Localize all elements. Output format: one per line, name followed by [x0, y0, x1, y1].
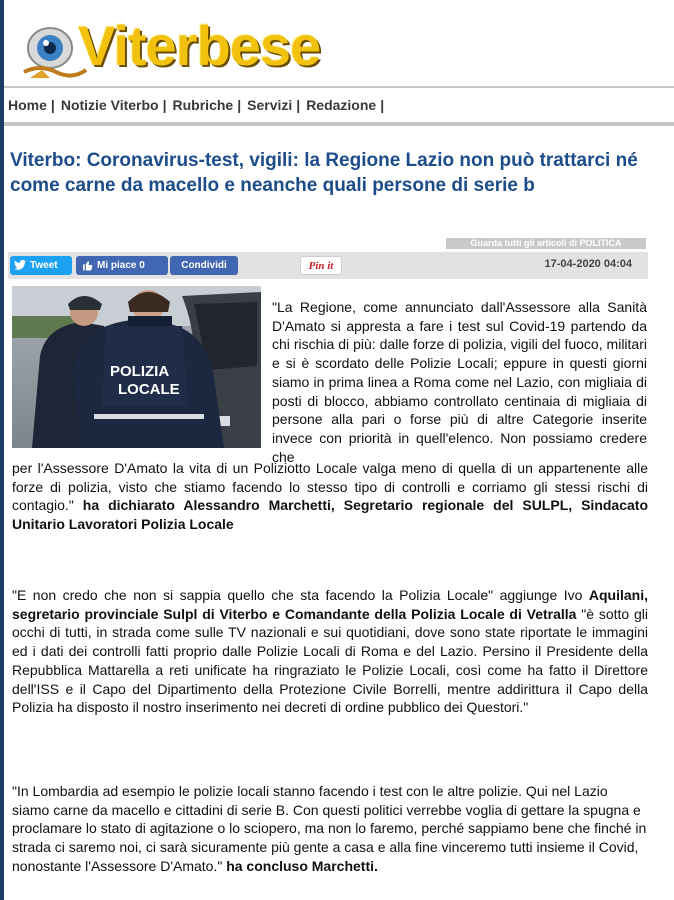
quote-text: "è sotto gli occhi di tutti, in strada come sulle TV nazionali e sui quotidiani, dove sono state riportate le immagini ed i dati dei controlli fatti proprio dalle Polizie Locali di Roma e del Lazio. Persino il Presidente della Repubblica Mattarella a reti unificate ha ringraziato le Polizie Locali, così come ha fatto il Direttore dell'ISS e il Capo del Dipartimento della Protezione Civile Borrelli, mentre addirittura il Capo della Polizia ha disposto il nostro inserimento nei decreti di ordine pubblico dei Questori.": [12, 605, 648, 716]
tweet-button[interactable]: [10, 256, 72, 275]
attribution-text: ha dichiarato Alessandro Marchetti, Segretario regionale del SULPL, Sindacato Unitario Lavoratori Polizia Locale: [12, 497, 648, 533]
nav-item-servizi[interactable]: Servizi: [247, 97, 293, 113]
police-officers-photo: [12, 286, 261, 448]
pinterest-button[interactable]: Pin it: [300, 256, 342, 275]
article-paragraph-1-top: "La Regione, come annunciato dall'Assessore alla Sanità D'Amato si appresta a fare i test sul Covid-19 partendo da chi rischia di più: dalle forze di polizia, vigili del fuoco, militari e si è scordato delle Polizie Locali; eppure in questi giorni siamo in prima linea a Roma come nel Lazio, con migliaia di posti di blocco, abbiamo controllato centinaia di migliaia di persone alla pari o forse più di altre Categorie inserite invece con priorità in quell'elenco. Non possiamo credere che: [272, 299, 647, 465]
nav-item-redazione[interactable]: Redazione: [306, 97, 377, 113]
article-date: 17-04-2020 04:04: [544, 258, 632, 270]
attribution-text: Aquilani, segretario provinciale Sulpl di Viterbo e Comandante della Polizia Locale di Vetralla: [12, 587, 649, 622]
nav-separator: |: [50, 97, 55, 113]
quote-text: "E non credo che non si sappia quello che sta facendo la Polizia Locale": [12, 587, 494, 603]
article-paragraph-2: [12, 586, 648, 717]
category-link[interactable]: Guarda tutti gli articoli di POLITICA: [446, 238, 646, 249]
header-divider: [4, 86, 674, 88]
vest-text-locale: LOCALE: [118, 381, 180, 398]
nav-item-rubriche[interactable]: Rubriche: [172, 97, 234, 113]
article-photo: [12, 286, 261, 448]
site-logo[interactable]: [20, 14, 380, 84]
twitter-bird-icon: [14, 260, 26, 270]
tweet-label: Tweet: [30, 260, 58, 271]
nav-separator: |: [296, 97, 301, 113]
share-bar: [8, 252, 648, 279]
nav-divider: [4, 122, 674, 126]
vest-text-polizia: POLIZIA: [110, 363, 170, 380]
nav-item-home[interactable]: Home: [8, 97, 47, 113]
quote-text: "In Lombardia ad esempio le polizie locali stanno facendo i test con le altre polizie. Qui nel Lazio siamo carne da macello e cittadini di serie B. Con questi politici verrebbe voglia di gettare la spugna e proclamare lo stato di agitazione o lo sciopero, ma non lo faremo, perché sappiamo bene che finché in strada ci saremo noi, ci sarà sicuramente più gente a casa e alla fine vinceremo tutti insieme il Covid, nonostante l'Assessore D'Amato.": [12, 783, 647, 874]
article-paragraph-1-bottom: [12, 459, 648, 534]
main-nav: [8, 94, 390, 116]
logo-text: Viterbese: [78, 14, 321, 77]
thumbs-up-icon: [82, 260, 93, 271]
nav-item-notizie-viterbo[interactable]: Notizie Viterbo: [60, 97, 159, 113]
nav-separator: |: [380, 97, 385, 113]
attribution-text: ha concluso Marchetti.: [222, 857, 378, 874]
site-header: [8, 6, 668, 86]
quote-text: per l'Assessore D'Amato la vita di un Poliziotto Locale valga meno di quella di un appartenente alle forze di polizia, visto che stiamo facendo lo stesso tipo di controlli e corriamo gli stessi rischi di contagio.": [12, 460, 648, 514]
attribution-text: aggiunge Ivo: [493, 587, 583, 603]
article-paragraph-3: [12, 782, 648, 876]
nav-separator: |: [162, 97, 167, 113]
facebook-like-button[interactable]: [76, 256, 168, 275]
article-title: Viterbo: Coronavirus-test, vigili: la Regione Lazio non può trattarci né come carne da macello e neanche quali persone di serie b: [10, 150, 638, 196]
like-label: Mi piace 0: [97, 260, 145, 271]
nav-separator: |: [237, 97, 242, 113]
facebook-share-button[interactable]: Condividi: [170, 256, 238, 275]
